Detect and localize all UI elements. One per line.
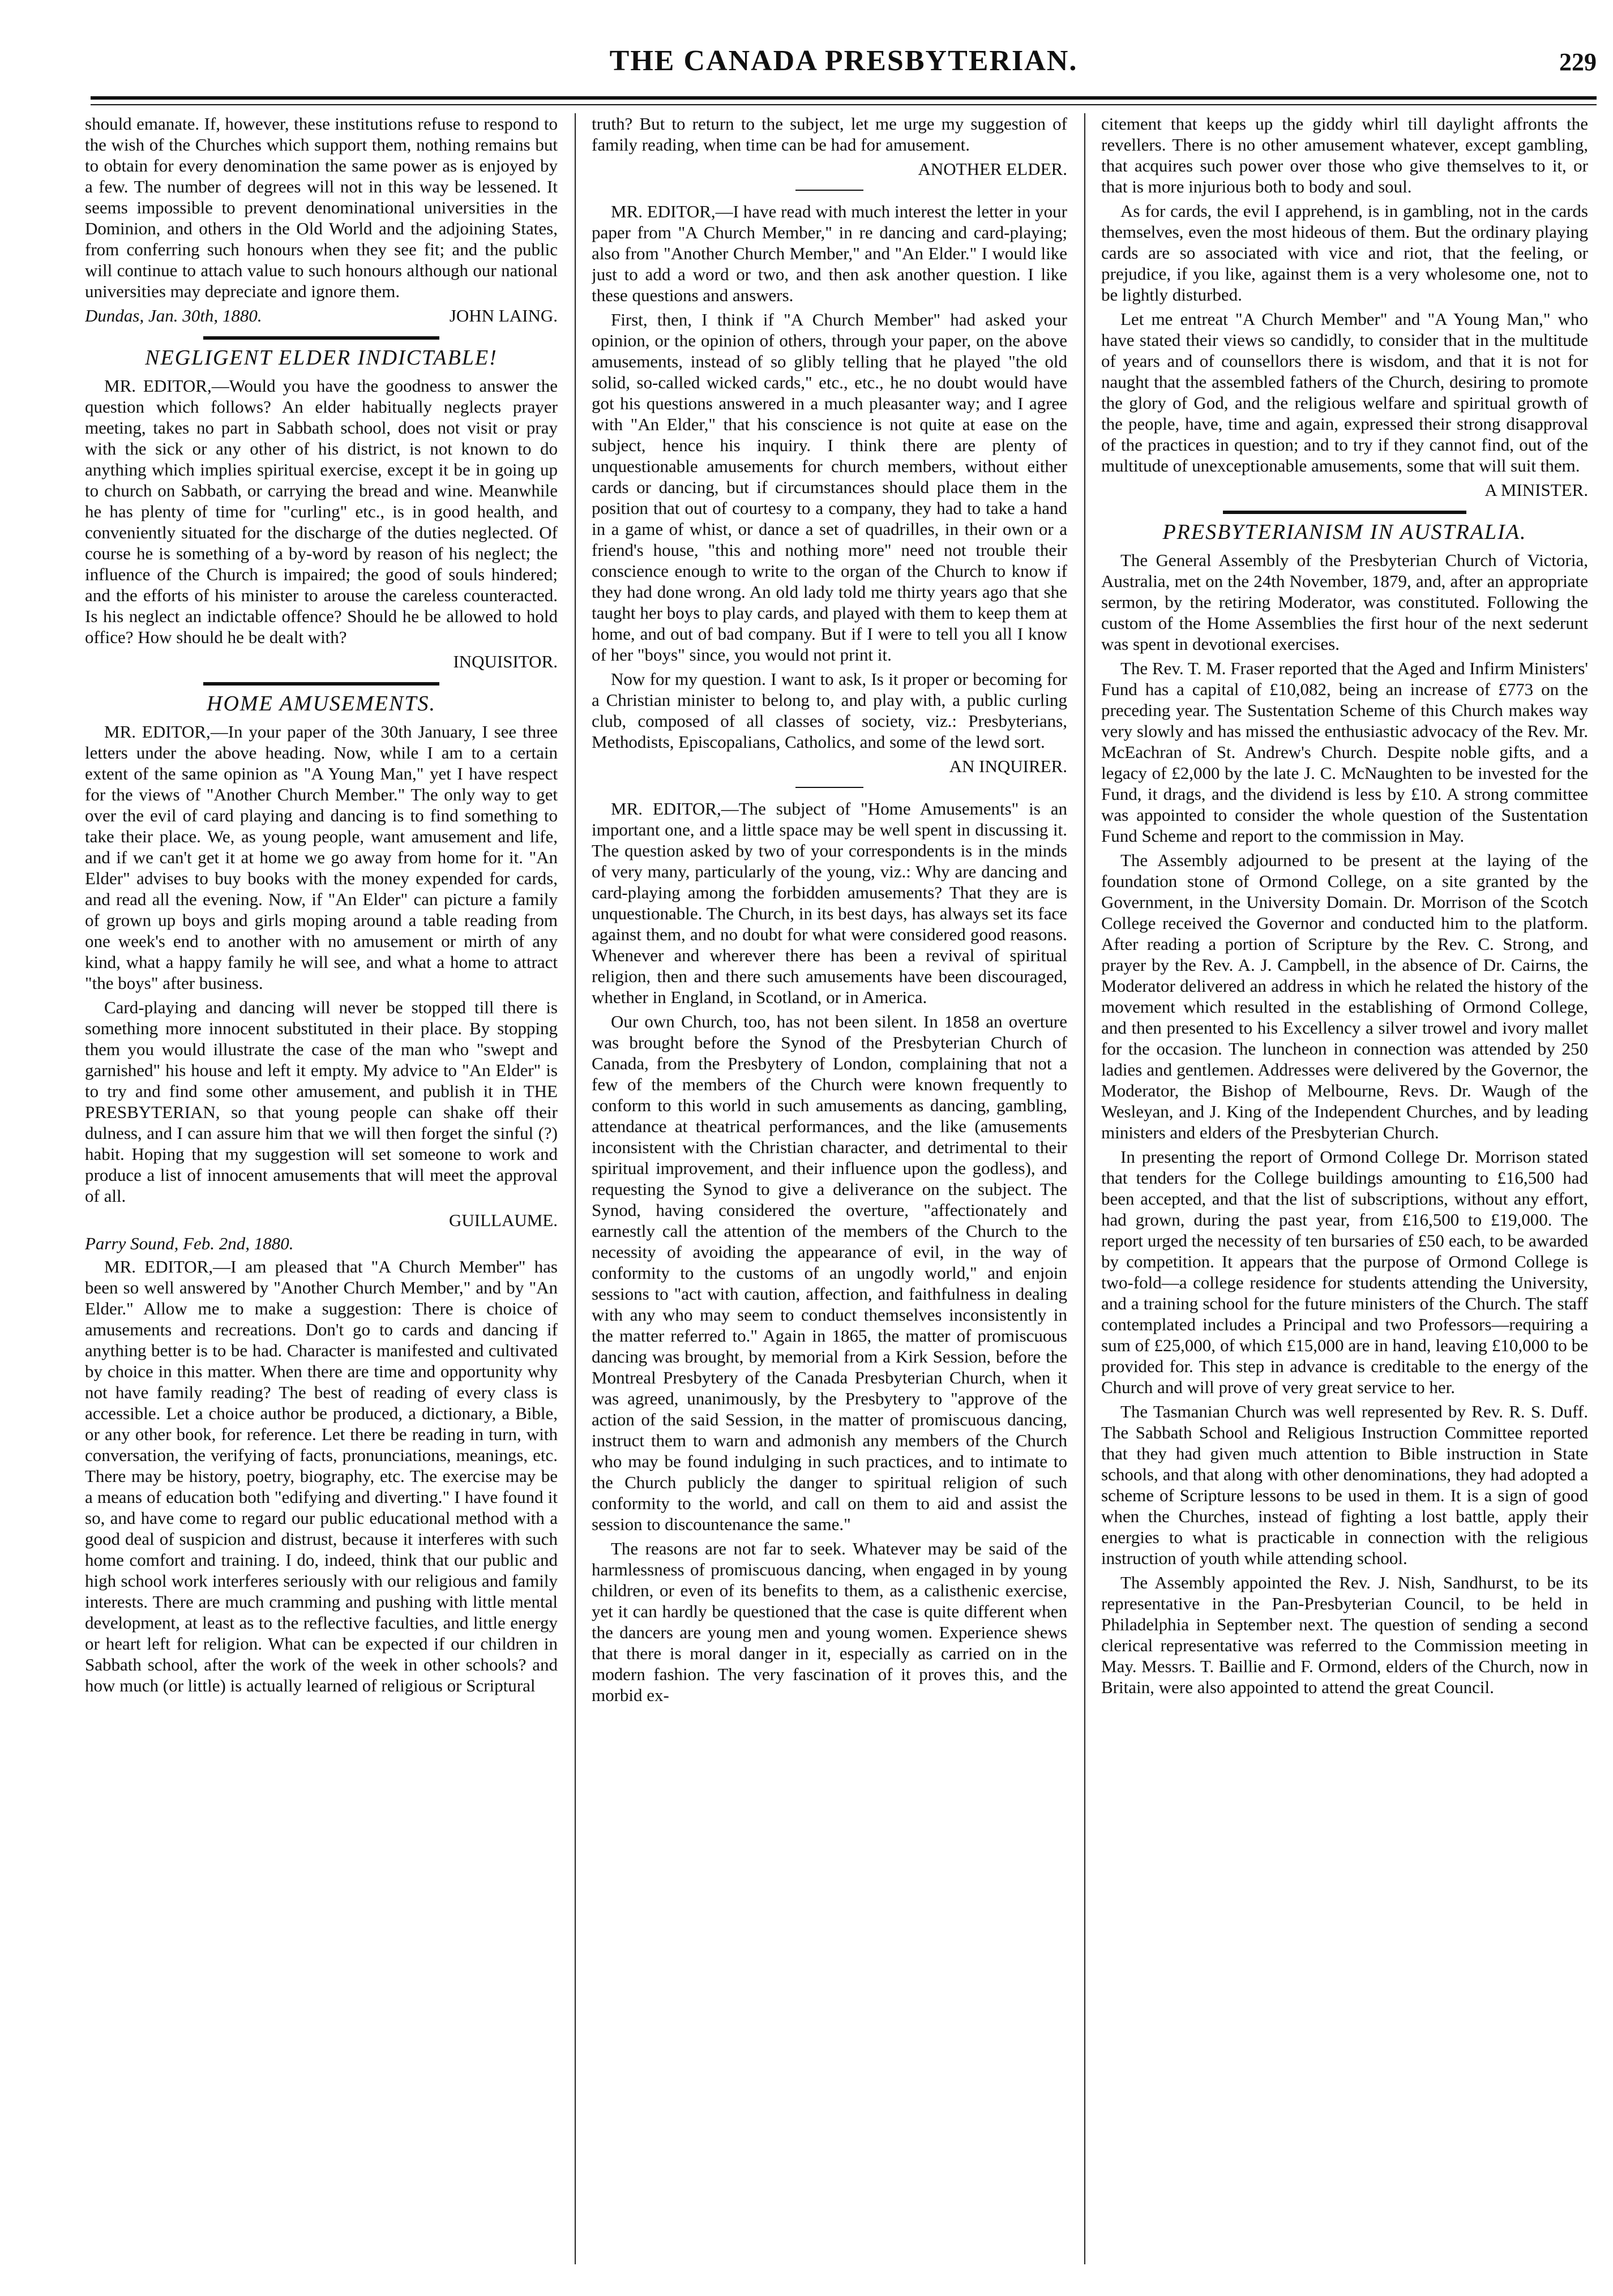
article-heading-home-amusements: HOME AMUSEMENTS. [207,692,436,716]
article-paragraph: Our own Church, too, has not been silent. In 1858 an overture was brought before the Synod of the Presbyterian Church of Canada, from the Presbytery of London, complaining that not a few of the members of the Church were known frequently to conform to this world in such amusements as dancing, gambling, attendance at theatrical performances, and the like (amusements inconsistent with the Christian character, and detrimental to their spiritual improvement, and their influence upon the godless), and requesting the Synod to give a deliverance on the subject. The Synod, having considered the overture, "affectionately and earnestly call the attention of the members of the Church to the necessity of avoiding the appearance of evil, in the way of conformity to the customs of an ungodly world," and enjoin sessions to "act with caution, affection, and faithfulness in dealing with any who may seem to conduct themselves inconsistently in the matter referred to." Again in 1865, the matter of promiscuous dancing was brought, by memorial from a Kirk Session, before the Montreal Presbytery of the Canada Presbyterian Church, when it was agreed, unanimously, by the Presbytery to "approve of the action of the said Session, in the matter of promiscuous dancing, instruct them to warn and admonish any members of the Church who may be found indulging in such practices, and to intimate to the Church publicly the danger to spiritual religion of such conformity to the world, and call on them to aid and assist the session to discountenance the same." [592,1012,1067,1534]
column-1 [85,113,558,2264]
article-heading-presbyterianism-australia: PRESBYTERIANISM IN AUSTRALIA. [1162,520,1527,544]
article-heading-negligent-elder: NEGLIGENT ELDER INDICTABLE! [145,346,498,370]
article-paragraph: MR. EDITOR,—In your paper of the 30th January, I see three letters under the above heading. Now, while I am to a certain extent of the same opinion as "A Young Man," yet I have respect for the views of "Another Church Member." The only way to get over the evil of card playing and dancing is to find something to take their place. We, as young people, want amusement and life, and if we can't get it at home we go away from home for it. "An Elder" advises to buy books with the money expended for cards, and read all the evening. Now, if "An Elder" can picture a family of grown up boys and girls moping around a table reading from one week's end to another with no amusement or mirth of any kind, what a happy family he will see, and what a home to attract "the boys" after business. [85,722,558,993]
dateline: Parry Sound, Feb. 2nd, 1880. [85,1233,294,1253]
section-rule [203,336,440,340]
article-paragraph: The Rev. T. M. Fraser reported that the Aged and Infirm Ministers' Fund has a capital of £10,082, being an increase of £773 on the preceding year. The Sustentation Scheme of this Church makes way very slowly and has missed the enthusiastic advocacy of the Rev. Mr. McEachran of St. Andrew's Church. Despite noble gifts, and a legacy of £2,000 by the late J. C. McNaughten to be invested for the Fund, it drags, and the dividend is less by £10. A strong committee was appointed to consider the whole question of the Sustentation Fund Scheme and report to the commission in May. [1101,658,1588,846]
article-paragraph: MR. EDITOR,—Would you have the goodness to answer the question which follows? An elder habitually neglects prayer meeting, takes no part in Sabbath school, does not visit or pray with the sick or any other of his district, is not known to do anything which implies spiritual exercise, except it be in going up to church on Sabbath, or carrying the bread and wine. Meanwhile he has plenty of time for "curling" etc., is in good health, and conveniently situated for the discharge of the duties neglected. Of course he is something of a by-word by reason of his neglect; the influence of the Church is impaired; the good of souls hindered; and the efforts of his minister to arouse the careless counteracted. Is his neglect an indictable offence? Should he be allowed to hold office? How should he be dealt with? [85,376,558,647]
column-divider [1084,113,1085,2264]
article-paragraph: The reasons are not far to seek. Whatever may be said of the harmlessness of promiscuous dancing, when engaged in by young children, or even of its benefits to them, as a calisthenic exercise, yet it can hardly be questioned that the case is quite different when the dancers are young men and young women. Experience shews that there is moral danger in it, especially as carried on in the modern fashion. The very fascination of it proves this, and the morbid ex- [592,1539,1067,1705]
article-paragraph: First, then, I think if "A Church Member" had asked your opinion, or the opinion of others, through your paper, on the above amusements, instead of so glibly telling that he played "the old solid, so-called wicked cards," etc., etc., he no doubt would have got his questions answered in a much pleasanter way; and I agree with "An Elder," that his conscience is not quite at ease on the subject, hence his inquiry. I think there are plenty of unquestionable amusements for church members, without either cards or dancing, but if circumstances should place them in the position that out of courtesy to a company, they had to take a hand in a game of whist, or dance a set of quadrilles, in their own or a friend's house, "this and nothing more" need not trouble their conscience enough to write to the organ of the Church to know if they had done wrong. An old lady told me thirty years ago that she taught her boys to play cards, and played with them to keep them at home, and out of bad company. But if I were to tell you all I know of her "boys" since, you would not print it. [592,310,1067,665]
article-paragraph: The Assembly appointed the Rev. J. Nish, Sandhurst, to be its representative in the Pan-Presbyterian Council, to be held in Philadelphia in September next. The question of sending a second clerical representative was referred to the Commission meeting in May. Messrs. T. Baillie and F. Ormond, elders of the Church, now in Britain, were also appointed to attend the great Council. [1101,1573,1588,1697]
column-divider [575,113,576,2264]
article-paragraph: MR. EDITOR,—I am pleased that "A Church Member" has been so well answered by "Another Church Member," and by "An Elder." Allow me to make a suggestion: There is choice of amusements and recreations. Don't go to cards and dancing if anything better is to be had. Character is manifested and cultivated by choice in this matter. When there are time and opportunity why not have family reading? The best of reading of every class is accessible. Let a choice author be produced, a dictionary, a Bible, or any other book, for reference. Let there be reading in turn, with conversation, the verifying of facts, pronunciations, meanings, etc. There may be history, poetry, biography, etc. The exercise may be a means of education both "edifying and diverting." I have found it so, and have come to regard our public educational method with a good deal of suspicion and distrust, because it interferes with such home comfort and training. I do, indeed, think that our public and high school work interferes seriously with our religious and family interests. There are much cramming and pushing with little mental development, at least as to the reflective faculties, and little energy or heart left for religion. What can be expected if our children in Sabbath school, after the work of the week in other schools? and how much (or little) is actually learned of religious or Scriptural [85,1257,558,1695]
header-rule-thin [91,104,1597,105]
page-header [91,40,1597,91]
article-paragraph: As for cards, the evil I apprehend, is in gambling, not in the cards themselves, even the most hideous of them. But the ordinary playing cards are so associated with vice and riot, that the feeling, or prejudice, if you like, against them is a very wholesome one, not to be lightly disturbed. [1101,201,1588,305]
article-paragraph: Now for my question. I want to ask, Is it proper or becoming for a Christian minister to belong to, and play with, a public curling club, composed of all classes of society, viz.: Presbyterians, Methodists, Episcopalians, Catholics, and some of the lewd sort. [592,669,1067,752]
masthead-title: THE CANADA PRESBYTERIAN. [609,45,1078,77]
section-rule [203,682,440,686]
signature: JOHN LAING. [449,306,558,325]
header-rule [91,96,1597,100]
letter-separator [795,787,863,788]
article-paragraph: The Tasmanian Church was well represented by Rev. R. S. Duff. The Sabbath School and Religious Instruction Committee reported that they had given much attention to Bible instruction in State schools, and that along with other denominations, they had adopted a scheme of Scripture lessons to be used in them. It is a sign of good when the Churches, instead of fighting a lost battle, apply their energies to what is practicable in connection with the religious instruction of youth while attending school. [1101,1402,1588,1568]
article-paragraph: MR. EDITOR,—I have read with much interest the letter in your paper from "A Church Member," in re dancing and card-playing; also from "Another Church Member," and "An Elder." I would like just to add a word or two, and then ask another question. I like these questions and answers. [592,202,1067,305]
article-paragraph: Card-playing and dancing will never be stopped till there is something more innocent substituted in their place. By stopping them you would illustrate the case of the man who "swept and garnished" his house and left it empty. My advice to "An Elder" is to try and find some other amusement, and publish it in THE PRESBYTERIAN, so that young people can shake off their dulness, and I can assure him that we will then forget the sinful (?) habit. Hoping that my suggestion will set someone to work and produce a list of innocent amusements that will meet the approval of all. [85,997,558,1206]
article-paragraph: citement that keeps up the giddy whirl till daylight affronts the revellers. There is no other amusement whatever, except gambling, that acquires such power over those who give themselves to it, or that is more injurious both to body and soul. [1101,114,1588,196]
article-paragraph: truth? But to return to the subject, let me urge my suggestion of family reading, when time can be had for amusement. [592,114,1067,155]
dateline-row [85,305,558,326]
signature: GUILLAUME. [449,1210,558,1230]
article-paragraph: In presenting the report of Ormond College Dr. Morrison stated that tenders for the College buildings amounting to £16,500 had been accepted, and that the list of subscriptions, without any effort, had grown, during the past year, from £16,500 to £19,000. The report urged the necessity of ten bursaries of £50 each, to be awarded by competition. It appears that the purpose of Ormond College is two-fold—a college residence for students attending the University, and a training school for the future ministers of the Church. The staff contemplated includes a Principal and two Professors—requiring a sum of £25,000, of which £15,000 are in hand, leaving £10,000 to be provided for. This step in advance is creditable to the energy of the Church and will prove of very great service to her. [1101,1147,1588,1397]
dateline: Dundas, Jan. 30th, 1880. [85,306,262,325]
article-paragraph: MR. EDITOR,—The subject of "Home Amusements" is an important one, and a little space may be well spent in discussing it. The question asked by two of your correspondents is in the minds of very many, particularly of the young, viz.: Why are dancing and card-playing among the forbidden amusements? That they are is unquestionable. The Church, in its best days, has always set its face against them, and no doubt for what were considered good reasons. Whenever and wherever there has been a revival of spiritual religion, then and there such amusements have been discouraged, whether in England, in Scotland, or in America. [592,799,1067,1007]
column-3 [1101,113,1588,2264]
signature: A MINISTER. [1484,480,1588,500]
letter-separator [795,190,863,191]
article-paragraph: Let me entreat "A Church Member" and "A Young Man," who have stated their views so candidly, to consider that in the multitude of years and of counsellors there is wisdom, and that it is not for naught that the assembled fathers of the Church, desiring to promote the glory of God, and the religious welfare and spiritual growth of the people, have, time and again, expressed their strong disapproval of the practices in question; and to try if they cannot find, out of the multitude of unexceptionable amusements, some that will suit them. [1101,309,1588,476]
page-number: 229 [1559,48,1597,76]
signature: AN INQUIRER. [949,756,1067,776]
article-paragraph: The Assembly adjourned to be present at the laying of the foundation stone of Ormond College, on a site granted by the Government, in the University Domain. Dr. Morrison of the Scotch College received the Governor and conducted him to the platform. After reading a portion of Scripture by the Rev. C. Strong, and prayer by the Rev. A. J. Campbell, in the absence of Dr. Cairns, the Moderator delivered an address in which he related the history of the movement which resulted in the establishing of Ormond College, and then presented to his Excellency a silver trowel and ivory mallet for the occasion. The luncheon in connection was attended by 250 ladies and gentlemen. Addresses were delivered by the Governor, the Moderator, the Bishop of Melbourne, Revs. Dr. Waugh of the Wesleyan, and J. King of the Independent Churches, and by leading ministers and elders of the Presbyterian Church. [1101,850,1588,1142]
article-paragraph: should emanate. If, however, these institutions refuse to respond to the wish of the Churches which support them, nothing remains but to obtain for every denomination the same power as is enjoyed by a few. The number of degrees will not in this way be lessened. It seems impossible to prevent denominational universities in the Dominion, and others in the Old World and the adjoining States, from conferring such honours when they see fit; and the public will continue to attach value to such honours although our national universities may depreciate and ignore them. [85,114,558,301]
article-paragraph: The General Assembly of the Presbyterian Church of Victoria, Australia, met on the 24th November, 1879, and, after an appropriate sermon, by the retiring Moderator, was constituted. Following the custom of the Home Assemblies the first hour of the next sederunt was spent in devotional exercises. [1101,550,1588,654]
signature: INQUISITOR. [453,652,558,671]
column-2 [592,113,1067,2264]
signature: ANOTHER ELDER. [918,159,1067,179]
section-rule [1223,511,1466,514]
